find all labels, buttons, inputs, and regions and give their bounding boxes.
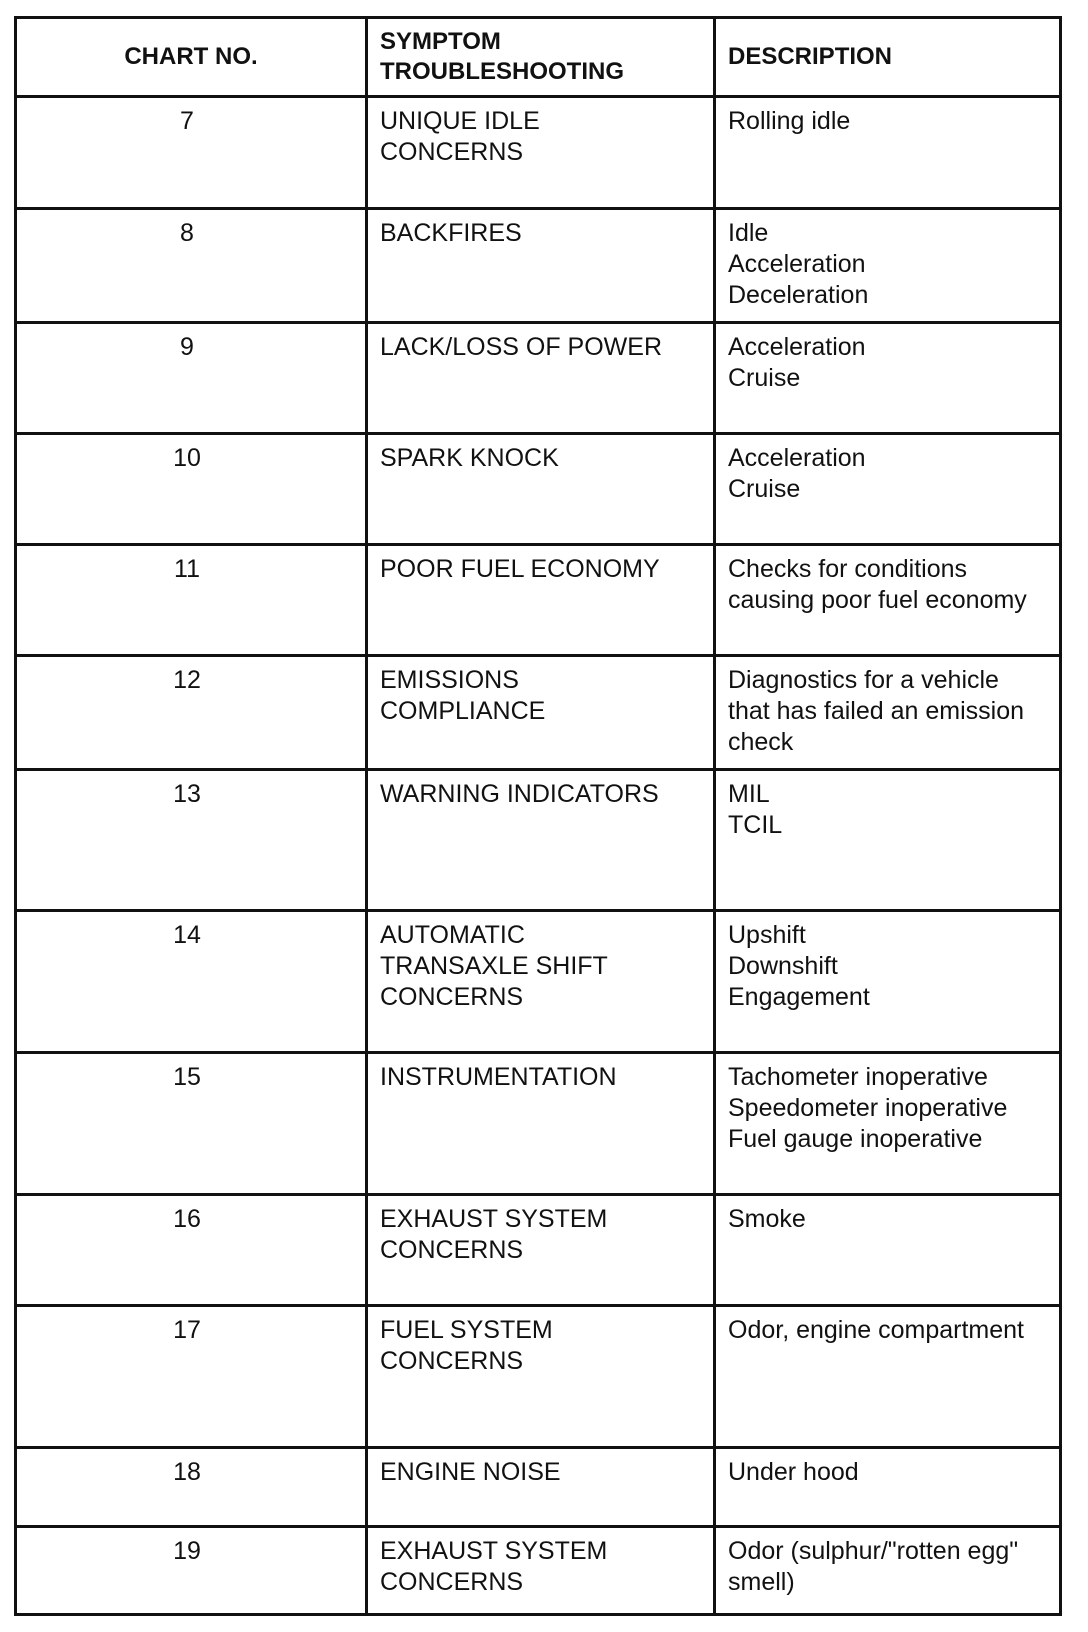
description-cell: [715, 1053, 1061, 1195]
symptom-text: SPARK KNOCK: [380, 444, 559, 473]
table-row: [16, 322, 1061, 434]
symptom-cell: [367, 208, 715, 322]
description-text: that has failed an emission: [728, 696, 1025, 725]
symptom-cell: [367, 1448, 715, 1527]
description-text: Under hood: [728, 1458, 859, 1487]
symptom-text: TRANSAXLE SHIFT: [380, 952, 608, 981]
symptom-text: CONCERNS: [380, 138, 524, 166]
chart-number: 13: [173, 779, 201, 808]
description-cell: [715, 1194, 1061, 1305]
symptom-text: AUTOMATIC: [380, 921, 525, 950]
symptom-cell: [367, 769, 715, 911]
description-text: smell): [728, 1567, 795, 1596]
troubleshooting-table-page: [14, 16, 1059, 1616]
description-cell: [715, 545, 1061, 656]
description-cell: [715, 769, 1061, 911]
chart-number-cell: [16, 769, 367, 911]
symptom-text: EMISSIONS: [380, 665, 519, 694]
symptom-text: EXHAUST SYSTEM: [380, 1536, 608, 1565]
symptom-text: EXHAUST SYSTEM: [380, 1204, 608, 1233]
symptom-text: CONCERNS: [380, 1235, 524, 1264]
symptom-text: COMPLIANCE: [380, 696, 546, 725]
description-text: Fuel gauge inoperative: [728, 1125, 983, 1154]
description-text: Diagnostics for a vehicle: [728, 665, 999, 694]
description-cell: [715, 911, 1061, 1053]
description-text: Acceleration: [728, 249, 866, 278]
description-text: Odor (sulphur/"rotten egg": [728, 1536, 1019, 1565]
description-text: Deceleration: [728, 280, 869, 309]
symptom-cell: [367, 545, 715, 656]
description-text: MIL: [728, 779, 770, 808]
chart-number: 15: [173, 1063, 201, 1092]
table-row: [16, 1305, 1061, 1448]
description-cell: [715, 434, 1061, 545]
description-text: Acceleration: [728, 444, 866, 473]
description-text: TCIL: [728, 810, 783, 839]
table-body: [16, 97, 1061, 1615]
table-row: [16, 769, 1061, 911]
symptom-cell: [367, 434, 715, 545]
description-text: Acceleration: [728, 332, 866, 361]
table-header-row: [16, 18, 1061, 97]
description-cell: [715, 1305, 1061, 1448]
chart-number: 10: [173, 444, 201, 473]
chart-number: 11: [174, 555, 200, 584]
symptom-text: ENGINE NOISE: [380, 1458, 561, 1487]
symptom-cell: [367, 1053, 715, 1195]
chart-number: 12: [173, 665, 201, 694]
column-header-symptom: SYMPTOM TROUBLESHOOTING: [367, 18, 715, 97]
table-row: [16, 1194, 1061, 1305]
description-text: Upshift: [728, 921, 806, 950]
description-cell: [715, 655, 1061, 769]
table-row: [16, 655, 1061, 769]
symptom-text: POOR FUEL ECONOMY: [380, 555, 660, 584]
description-text: Smoke: [728, 1204, 806, 1233]
description-cell: [715, 322, 1061, 434]
symptom-text: INSTRUMENTATION: [380, 1063, 617, 1092]
chart-number: 7: [180, 107, 194, 135]
chart-number-cell: [16, 208, 367, 322]
symptom-cell: [367, 1526, 715, 1614]
description-text: Checks for conditions: [728, 555, 968, 584]
description-text: Cruise: [728, 475, 801, 504]
symptom-cell: [367, 1194, 715, 1305]
description-cell: [715, 208, 1061, 322]
chart-number: 8: [180, 218, 194, 247]
symptom-text: CONCERNS: [380, 983, 524, 1012]
troubleshooting-table: [14, 16, 1062, 1616]
chart-number-cell: [16, 1305, 367, 1448]
chart-number-cell: [16, 1053, 367, 1195]
chart-number-cell: [16, 1526, 367, 1614]
description-cell: [715, 97, 1061, 209]
chart-number: 19: [173, 1536, 201, 1565]
column-header-description: DESCRIPTION: [715, 18, 1061, 97]
description-cell: [715, 1526, 1061, 1614]
symptom-cell: [367, 1305, 715, 1448]
symptom-text: CONCERNS: [380, 1346, 524, 1375]
table-row: [16, 545, 1061, 656]
description-text: Tachometer inoperative: [728, 1063, 988, 1092]
symptom-cell: [367, 911, 715, 1053]
description-text: Downshift: [728, 952, 838, 981]
symptom-text: LACK/LOSS OF POWER: [380, 332, 663, 361]
description-text: Idle: [728, 218, 769, 247]
description-text: Cruise: [728, 363, 801, 392]
description-text: Rolling idle: [728, 107, 851, 135]
chart-number: 18: [173, 1458, 201, 1487]
symptom-text: UNIQUE IDLE: [380, 107, 540, 135]
column-header-chart-no: CHART NO.: [16, 18, 367, 97]
chart-number-cell: [16, 322, 367, 434]
table-row: [16, 434, 1061, 545]
chart-number: 16: [173, 1204, 201, 1233]
chart-number-cell: [16, 97, 367, 209]
description-text: check: [728, 727, 794, 756]
table-row: [16, 97, 1061, 209]
description-cell: [715, 1448, 1061, 1527]
table-row: [16, 1448, 1061, 1527]
description-text: causing poor fuel economy: [728, 586, 1027, 615]
chart-number: 17: [173, 1315, 201, 1344]
chart-number-cell: [16, 434, 367, 545]
chart-number-cell: [16, 911, 367, 1053]
description-text: Speedometer inoperative: [728, 1094, 1008, 1123]
table-row: [16, 1526, 1061, 1614]
symptom-text: CONCERNS: [380, 1567, 524, 1596]
symptom-text: WARNING INDICATORS: [380, 779, 659, 808]
symptom-cell: [367, 97, 715, 209]
symptom-cell: [367, 322, 715, 434]
symptom-text: FUEL SYSTEM: [380, 1315, 553, 1344]
chart-number-cell: [16, 655, 367, 769]
chart-number-cell: [16, 545, 367, 656]
table-row: [16, 208, 1061, 322]
chart-number: 14: [173, 921, 201, 950]
chart-number-cell: [16, 1448, 367, 1527]
symptom-text: BACKFIRES: [380, 218, 522, 247]
table-row: [16, 1053, 1061, 1195]
chart-number: 9: [180, 332, 194, 361]
symptom-cell: [367, 655, 715, 769]
description-text: Engagement: [728, 983, 870, 1012]
chart-number-cell: [16, 1194, 367, 1305]
table-row: [16, 911, 1061, 1053]
description-text: Odor, engine compartment: [728, 1315, 1024, 1344]
